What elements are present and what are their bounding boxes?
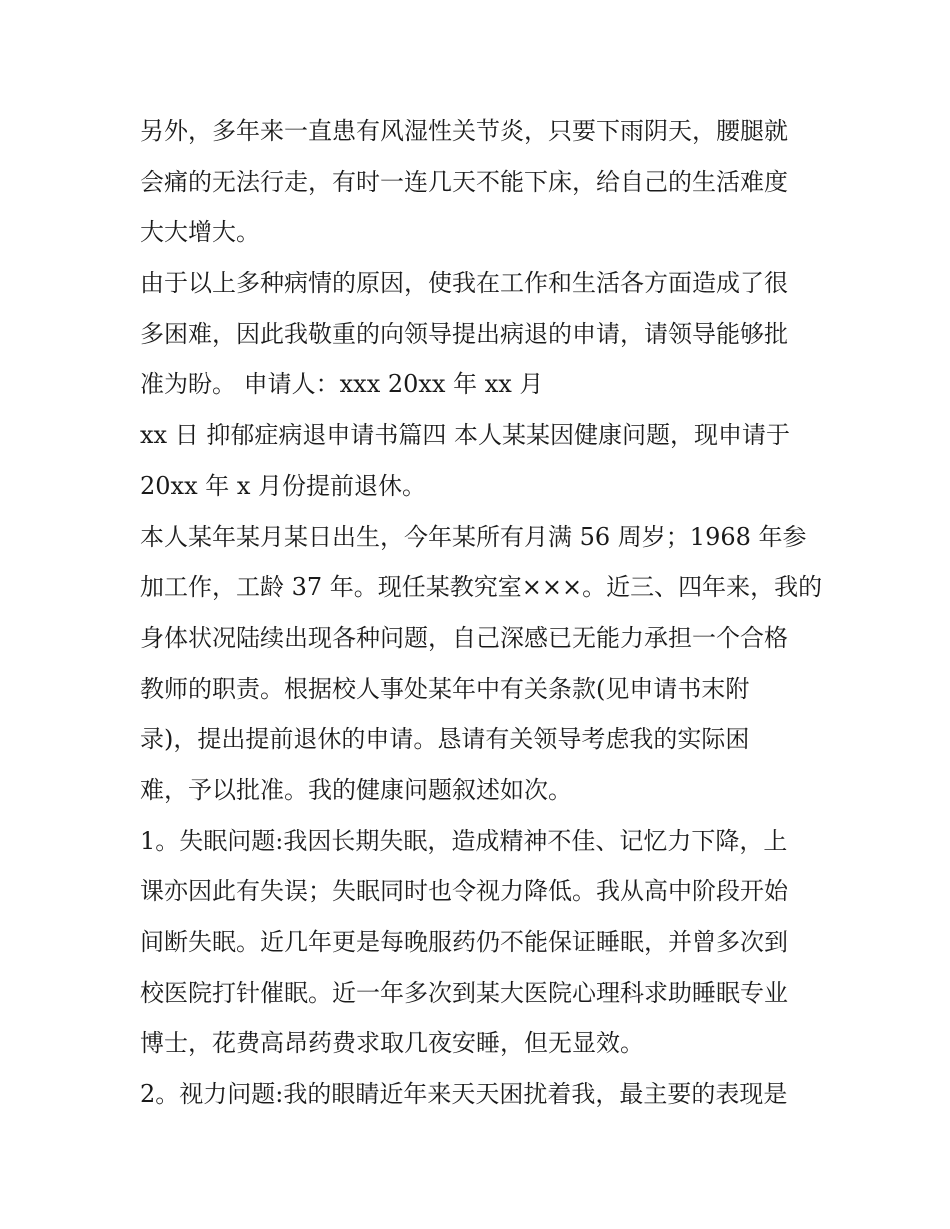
text-line: 会痛的无法行走，有时一连几天不能下床，给自己的生活难度 bbox=[140, 167, 788, 196]
text-line: 难，予以批准。我的健康问题叙述如次。 bbox=[140, 775, 572, 804]
text-line: 多困难，因此我敬重的向领导提出病退的申请，请领导能够批 bbox=[140, 319, 788, 348]
text-line: 身体状况陆续出现各种问题，自己深感已无能力承担一个合格 bbox=[140, 623, 788, 652]
text-line: 准为盼。 申请人：xxx 20xx 年 xx 月 bbox=[140, 370, 544, 399]
text-line: 另外，多年来一直患有风湿性关节炎，只要下雨阴天，腰腿就 bbox=[140, 117, 788, 145]
text-line: xx 日 抑郁症病退申请书篇四 本人某某因健康问题，现申请于 bbox=[140, 421, 790, 450]
text-line: 本人某年某月某日出生，今年某所有月满 56 周岁；1968 年参 bbox=[140, 522, 807, 551]
text-line: 课亦因此有失误；失眠同时也令视力降低。我从高中阶段开始 bbox=[140, 877, 788, 906]
text-line: 1。失眠问题:我因长期失眠，造成精神不佳、记忆力下降，上 bbox=[140, 826, 788, 855]
text-line: 录)，提出提前退休的申请。恳请有关领导考虑我的实际困 bbox=[140, 725, 750, 754]
text-line: 间断失眠。近几年更是每晚服药仍不能保证睡眠，并曾多次到 bbox=[140, 928, 788, 956]
text-line: 20xx 年 x 月份提前退休。 bbox=[140, 471, 427, 500]
text-line: 校医院打针催眠。近一年多次到某大医院心理科求助睡眠专业 bbox=[140, 978, 788, 1007]
text-line: 大大增大。 bbox=[140, 218, 260, 247]
text-line: 博士，花费高昂药费求取几夜安睡，但无显效。 bbox=[140, 1029, 644, 1058]
text-line: 加工作，工龄 37 年。现任某教究室×××。近三、四年来，我的 bbox=[140, 573, 823, 602]
text-line: 教师的职责。根据校人事处某年中有关条款(见申请书末附 bbox=[140, 674, 750, 703]
body-text bbox=[140, 106, 830, 1120]
text-line: 由于以上多种病情的原因，使我在工作和生活各方面造成了很 bbox=[140, 269, 788, 298]
text-line: 2。视力问题:我的眼睛近年来天天困扰着我，最主要的表现是 bbox=[140, 1080, 788, 1109]
